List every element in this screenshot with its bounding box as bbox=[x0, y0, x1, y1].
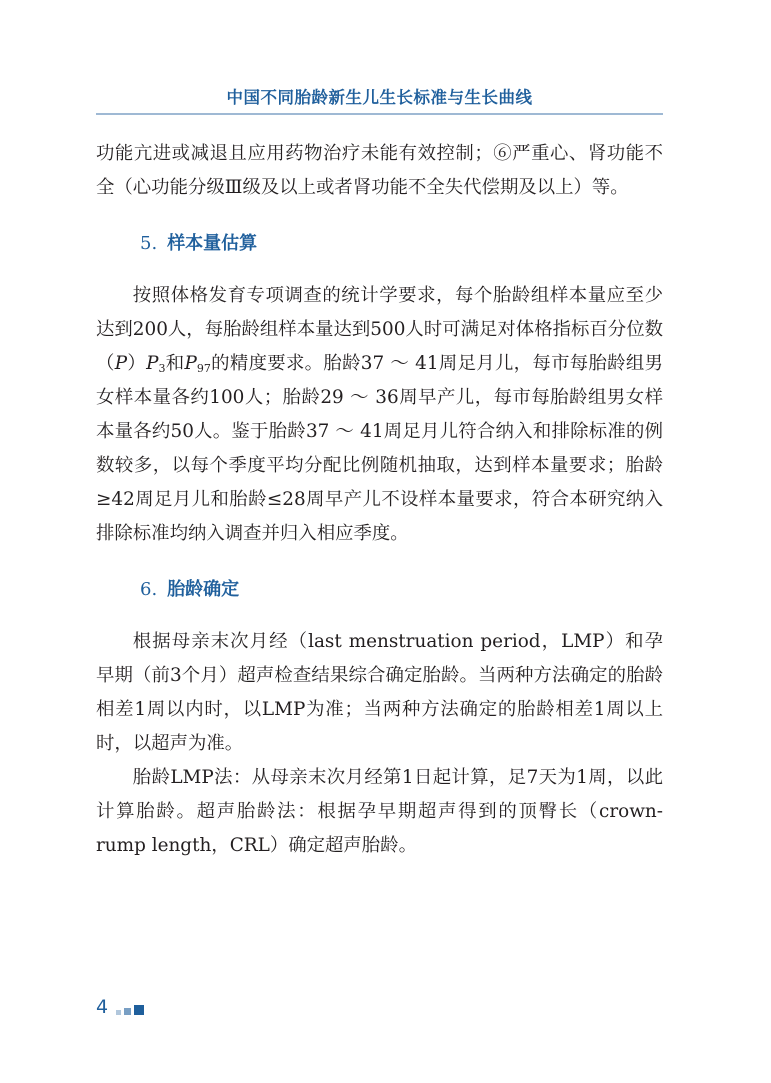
page-ornament bbox=[116, 1005, 144, 1015]
running-header: 中国不同胎龄新生儿生长标准与生长曲线 bbox=[226, 88, 533, 107]
text-run: 和 bbox=[165, 353, 185, 374]
section-heading-sample-size bbox=[96, 227, 663, 261]
subscript: 3 bbox=[158, 362, 166, 375]
ornament-dot bbox=[116, 1010, 121, 1015]
page-number: 4 bbox=[96, 996, 109, 1018]
header-divider bbox=[96, 113, 663, 115]
text-run: 的精度要求。胎龄37 ～ 41周足月儿，每市每胎龄组男女样本量各约100人；胎龄29 ～ 36周早产儿，每市每胎龄组男女样本量各约50人。鉴于胎龄37 ～ 41周足月儿符合纳入和排除标准的例数较多，以每个季度平均分配比例随机抽取，达到样本量要求；胎龄≥42周足月儿和胎龄≤28周早产儿不设样本量要求，符合本研究纳入排除标准均纳入调查并归入相应季度。 bbox=[96, 353, 663, 544]
section-heading-gestational-age bbox=[96, 573, 663, 607]
paragraph-lmp-method: 胎龄LMP法：从母亲末次月经第1日起计算，足7天为1周，以此计算胎龄。超声胎龄法：根据孕早期超声得到的顶臀长（crown-rump length，CRL）确定超声胎龄。 bbox=[96, 767, 663, 856]
page-body bbox=[96, 137, 663, 863]
subscript: 97 bbox=[196, 362, 211, 375]
paragraph-sample-size bbox=[96, 279, 663, 551]
paragraph-gestational-age: 根据母亲末次月经（last menstruation period，LMP）和孕早期（前3个月）超声检查结果综合确定胎龄。当两种方法确定的胎龄相差1周以内时，以LMP为准；当两种方法确定的胎龄相差1周以上时，以超声为准。 bbox=[96, 631, 663, 754]
italic-symbol: P bbox=[114, 353, 128, 374]
ornament-dot bbox=[134, 1005, 144, 1015]
section-number: 5. bbox=[140, 233, 158, 254]
text-run: ） bbox=[127, 353, 147, 374]
italic-symbol: P bbox=[184, 353, 197, 374]
section-title: 样本量估算 bbox=[167, 233, 258, 254]
italic-symbol: P bbox=[146, 353, 159, 374]
ornament-dot bbox=[124, 1008, 131, 1015]
paragraph-continuation: 功能亢进或减退且应用药物治疗未能有效控制；⑥严重心、肾功能不全（心功能分级Ⅲ级及以上或者肾功能不全失代偿期及以上）等。 bbox=[96, 143, 663, 198]
section-title: 胎龄确定 bbox=[167, 579, 240, 600]
text-run: 按照体格发育专项调查的统计学要求，每个胎龄组样本量应至少达到200人，每胎龄组样本量达到500人时可满足对体格指标百分位数（ bbox=[96, 285, 663, 374]
section-number: 6. bbox=[140, 579, 158, 600]
